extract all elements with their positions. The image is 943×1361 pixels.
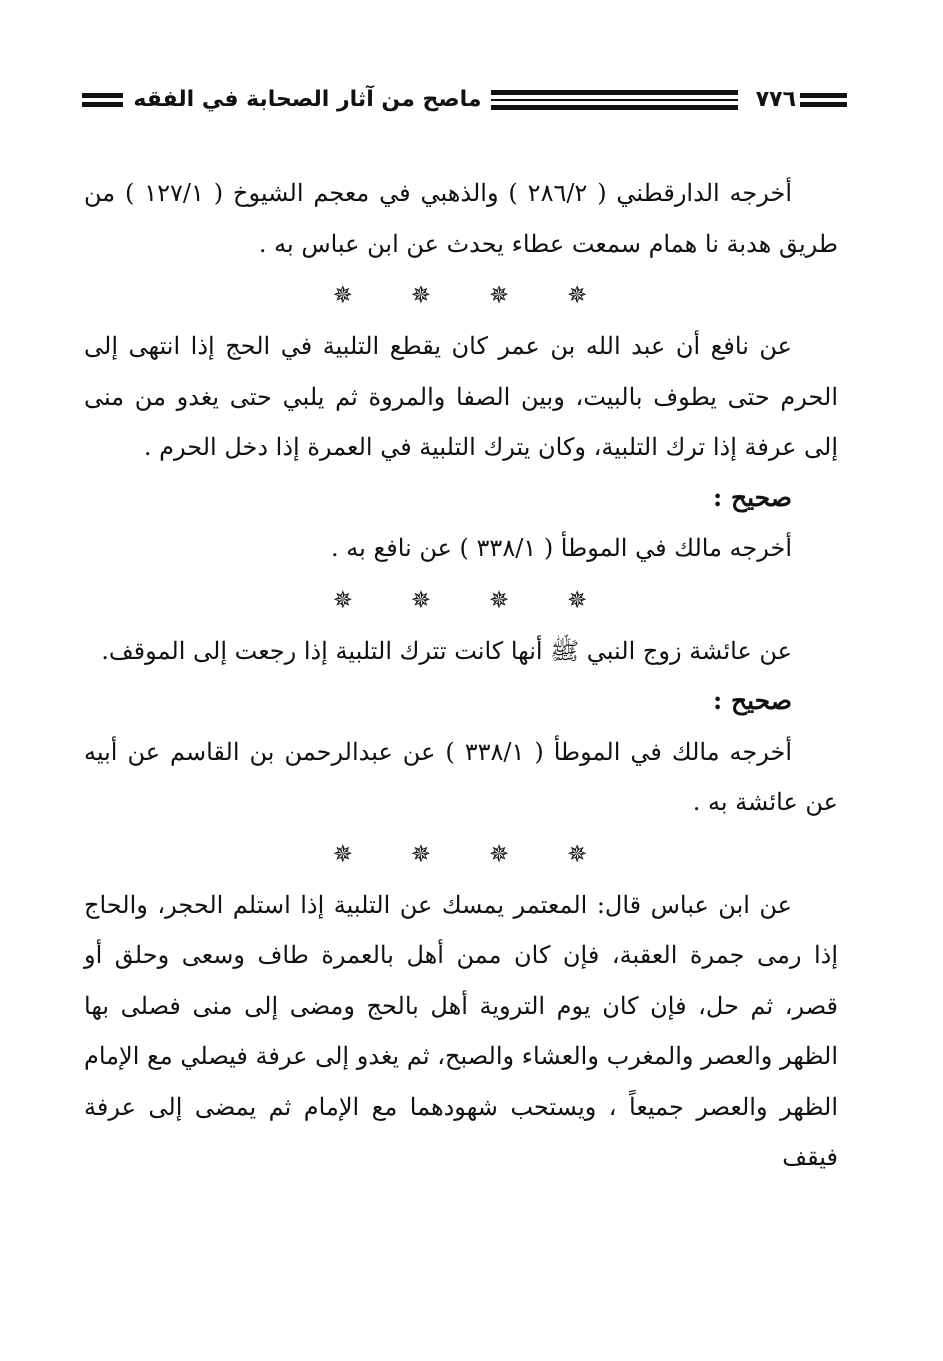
star-ornament-icon: ✵ [332, 585, 353, 614]
star-ornament-icon: ✵ [332, 281, 353, 309]
main-text [84, 168, 838, 1183]
star-ornament-icon: ✵ [567, 281, 588, 309]
star-ornament-icon: ✵ [489, 281, 510, 309]
grading-heading: صحيح : [713, 482, 792, 512]
grading-heading: صحيح : [713, 686, 792, 715]
header-rule-right [800, 91, 847, 109]
paragraph: عن عائشة زوج النبي ﷺ أنها كانت تترك التلبية إذا رجعت إلى الموقف. [101, 636, 792, 665]
section-divider [84, 269, 838, 321]
star-ornament-icon: ✵ [567, 839, 588, 868]
book-title: ماصح من آثار الصحابة في الفقه [133, 87, 482, 112]
star-ornament-icon: ✵ [410, 585, 431, 614]
header-rule-left [82, 91, 123, 109]
star-ornament-icon: ✵ [332, 839, 353, 868]
star-ornament-icon: ✵ [567, 585, 588, 614]
star-ornament-icon: ✵ [489, 585, 510, 614]
section-divider [84, 574, 838, 626]
paragraph: أخرجه مالك في الموطأ ( ٣٣٨/١ ) عن عبدالرحمن بن القاسم عن أبيه عن عائشة به . [84, 737, 838, 816]
section-divider [84, 828, 838, 880]
paragraph: عن نافع أن عبد الله بن عمر كان يقطع التلبية في الحج إذا انتهى إلى الحرم حتى يطوف بالبيت، وبين الصفا والمروة ثم يلبي حتى يغدو من منى إلى عرفة إذا ترك التلبية، وكان يترك التلبية في العمرة إذا دخل الحرم . [84, 332, 838, 461]
header-rule-middle [491, 88, 737, 112]
page-number: ٧٧٦ [755, 87, 797, 112]
paragraph: أخرجه مالك في الموطأ ( ٣٣٨/١ ) عن نافع به . [331, 534, 792, 562]
paragraph: أخرجه الدارقطني ( ٢٨٦/٢ ) والذهبي في معجم الشيوخ ( ١٢٧/١ ) من طريق هدبة نا همام سمعت عطاء يحدث عن ابن عباس به . [84, 179, 838, 258]
star-ornament-icon: ✵ [489, 839, 510, 868]
star-ornament-icon: ✵ [410, 281, 431, 309]
paragraph: عن ابن عباس قال: المعتمر يمسك عن التلبية إذا استلم الحجر، والحاج إذا رمى جمرة العقبة، فإن كان ممن أهل بالعمرة طاف وسعى وحلق أو قصر، ثم حل، فإن كان يوم التروية أهل بالحج ومضى إلى منى فصلى بها الظهر والعصر والمغرب والعشاء والصبح، ثم يغدو إلى عرفة فيصلي مع الإمام الظهر والعصر جميعاً ، ويستحب شهودهما مع الإمام ثم يمضى إلى عرفة فيقف [84, 890, 838, 1171]
running-header [82, 80, 847, 120]
star-ornament-icon: ✵ [410, 839, 431, 868]
